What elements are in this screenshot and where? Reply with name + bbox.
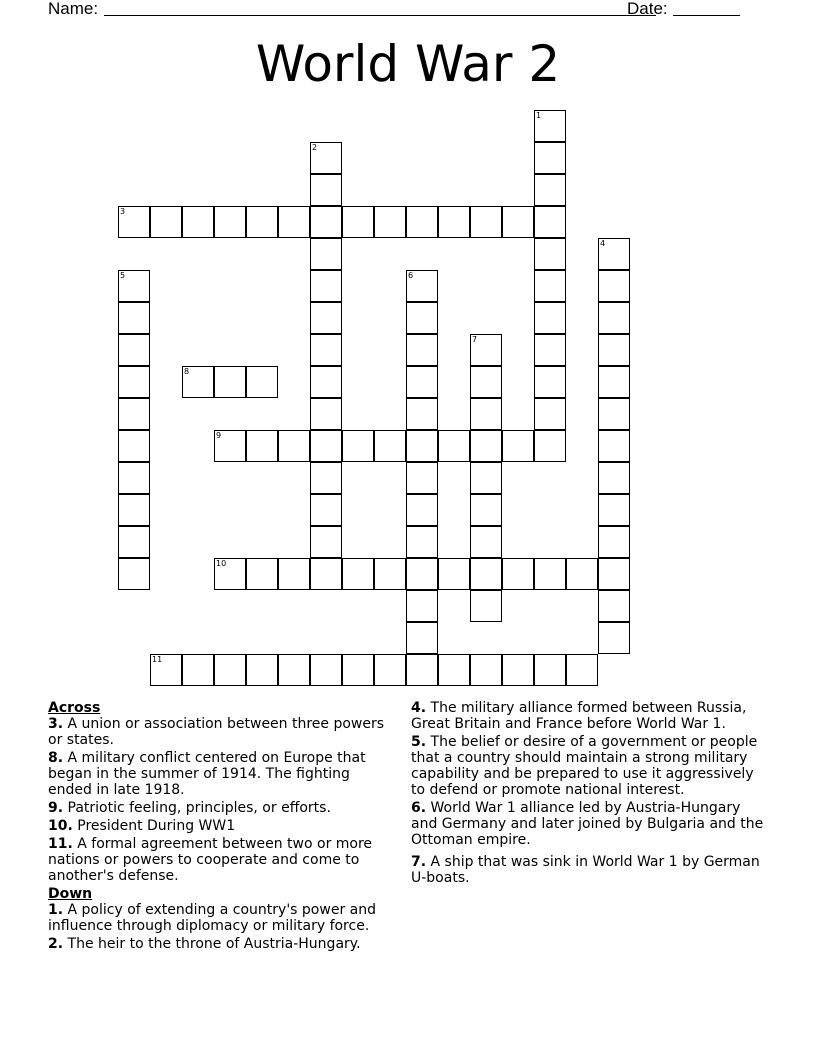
grid-cell[interactable] [534, 558, 566, 590]
grid-cell[interactable] [310, 270, 342, 302]
grid-cell[interactable] [598, 302, 630, 334]
grid-cell[interactable] [598, 334, 630, 366]
grid-cell[interactable] [246, 430, 278, 462]
grid-cell[interactable] [150, 654, 182, 686]
grid-cell[interactable] [342, 558, 374, 590]
clue-number: 4 [600, 239, 606, 248]
grid-cell[interactable] [534, 334, 566, 366]
clue-across-3 [48, 716, 396, 748]
grid-cell[interactable] [182, 206, 214, 238]
grid-cell[interactable] [406, 430, 438, 462]
grid-cell[interactable] [342, 430, 374, 462]
grid-cell[interactable] [118, 430, 150, 462]
clue-down-7 [411, 854, 771, 886]
grid-cell[interactable] [598, 622, 630, 654]
clue-number-label: 9. [48, 800, 64, 816]
grid-cell[interactable] [534, 110, 566, 142]
clue-across-11 [48, 836, 396, 884]
clue-down-4 [411, 700, 771, 732]
grid-cell[interactable] [310, 430, 342, 462]
clues-right-column [411, 700, 771, 888]
grid-cell[interactable] [406, 590, 438, 622]
grid-cell[interactable] [598, 238, 630, 270]
grid-cell[interactable] [566, 654, 598, 686]
clue-text: The heir to the throne of Austria-Hungary. [63, 936, 361, 952]
grid-cell[interactable] [214, 654, 246, 686]
grid-cell[interactable] [502, 558, 534, 590]
grid-cell[interactable] [534, 142, 566, 174]
clue-number: 9 [216, 431, 222, 440]
grid-cell[interactable] [310, 398, 342, 430]
clue-number-label: 3. [48, 716, 64, 732]
grid-cell[interactable] [310, 654, 342, 686]
clue-across-9 [48, 800, 396, 816]
grid-cell[interactable] [214, 206, 246, 238]
grid-cell[interactable] [598, 590, 630, 622]
grid-cell[interactable] [182, 654, 214, 686]
down-clue-list [48, 902, 396, 952]
clue-number: 10 [216, 559, 227, 568]
grid-cell[interactable] [310, 174, 342, 206]
clue-text: A union or association between three powers or states. [48, 716, 385, 748]
grid-cell[interactable] [470, 398, 502, 430]
grid-cell[interactable] [470, 590, 502, 622]
grid-cell[interactable] [214, 366, 246, 398]
clue-down-1 [48, 902, 396, 934]
grid-cell[interactable] [598, 366, 630, 398]
grid-cell[interactable] [566, 558, 598, 590]
grid-cell[interactable] [310, 462, 342, 494]
grid-cell[interactable] [406, 494, 438, 526]
grid-cell[interactable] [598, 558, 630, 590]
clue-text: The belief or desire of a government or people that a country should maintain a strong military capability and be prepared to use it aggressively to defend or promote national interest. [411, 734, 758, 798]
grid-cell[interactable] [342, 206, 374, 238]
grid-cell[interactable] [310, 558, 342, 590]
clue-number-label: 5. [411, 734, 427, 750]
grid-cell[interactable] [278, 430, 310, 462]
clue-number-label: 10. [48, 818, 73, 834]
grid-cell[interactable] [150, 206, 182, 238]
across-clue-list [48, 716, 396, 884]
clue-text: A military conflict centered on Europe that began in the summer of 1914. The fighting ended in late 1918. [48, 750, 366, 798]
grid-cell[interactable] [534, 302, 566, 334]
clue-number-label: 7. [411, 854, 427, 870]
grid-cell[interactable] [534, 398, 566, 430]
grid-cell[interactable] [470, 366, 502, 398]
clue-text: World War 1 alliance led by Austria-Hungary and Germany and later joined by Bulgaria and the Ottoman empire. [411, 800, 764, 848]
grid-cell[interactable] [118, 526, 150, 558]
clue-number: 5 [120, 271, 126, 280]
grid-cell[interactable] [310, 142, 342, 174]
clue-number-label: 2. [48, 936, 64, 952]
grid-cell[interactable] [470, 430, 502, 462]
grid-cell[interactable] [470, 494, 502, 526]
grid-cell[interactable] [406, 462, 438, 494]
grid-cell[interactable] [438, 206, 470, 238]
clue-text: President During WW1 [72, 818, 236, 834]
grid-cell[interactable] [246, 558, 278, 590]
grid-cell[interactable] [342, 654, 374, 686]
clue-text: The military alliance formed between Russia, Great Britain and France before World War 1. [411, 700, 747, 732]
grid-cell[interactable] [182, 366, 214, 398]
clue-number-label: 1. [48, 902, 64, 918]
grid-cell[interactable] [310, 494, 342, 526]
grid-cell[interactable] [310, 366, 342, 398]
grid-cell[interactable] [406, 366, 438, 398]
clue-number: 8 [184, 367, 190, 376]
grid-cell[interactable] [310, 206, 342, 238]
clue-number-label: 6. [411, 800, 427, 816]
grid-cell[interactable] [470, 334, 502, 366]
clue-down-5 [411, 734, 771, 798]
clue-number: 7 [472, 335, 478, 344]
grid-cell[interactable] [598, 430, 630, 462]
grid-cell[interactable] [310, 334, 342, 366]
grid-cell[interactable] [214, 558, 246, 590]
grid-cell[interactable] [598, 398, 630, 430]
grid-cell[interactable] [534, 366, 566, 398]
grid-cell[interactable] [502, 206, 534, 238]
down-heading: Down [48, 886, 93, 902]
clue-number: 11 [152, 655, 163, 664]
grid-cell[interactable] [534, 206, 566, 238]
grid-cell[interactable] [470, 558, 502, 590]
clue-text: Patriotic feeling, principles, or efforts. [63, 800, 331, 816]
grid-cell[interactable] [406, 526, 438, 558]
grid-cell[interactable] [118, 494, 150, 526]
down-clue-list-continued [411, 700, 771, 886]
grid-cell[interactable] [374, 654, 406, 686]
grid-cell[interactable] [406, 302, 438, 334]
grid-cell[interactable] [598, 270, 630, 302]
clue-number-label: 4. [411, 700, 427, 716]
grid-cell[interactable] [470, 654, 502, 686]
grid-cell[interactable] [438, 654, 470, 686]
grid-cell[interactable] [278, 558, 310, 590]
grid-cell[interactable] [598, 462, 630, 494]
grid-cell[interactable] [118, 398, 150, 430]
grid-cell[interactable] [118, 366, 150, 398]
clue-number: 6 [408, 271, 414, 280]
grid-cell[interactable] [438, 430, 470, 462]
grid-cell[interactable] [118, 558, 150, 590]
date-label: Date: [627, 0, 668, 18]
clue-number: 3 [120, 207, 126, 216]
grid-cell[interactable] [406, 270, 438, 302]
grid-cell[interactable] [406, 334, 438, 366]
grid-cell[interactable] [310, 302, 342, 334]
grid-cell[interactable] [118, 270, 150, 302]
grid-cell[interactable] [374, 558, 406, 590]
grid-cell[interactable] [534, 270, 566, 302]
grid-cell[interactable] [278, 654, 310, 686]
grid-cell[interactable] [246, 654, 278, 686]
clue-number: 1 [536, 111, 542, 120]
clue-across-8 [48, 750, 396, 798]
grid-cell[interactable] [406, 398, 438, 430]
clues-left-column [48, 700, 396, 954]
grid-cell[interactable] [502, 654, 534, 686]
grid-cell[interactable] [470, 206, 502, 238]
clue-down-2 [48, 936, 396, 952]
grid-cell[interactable] [406, 558, 438, 590]
grid-cell[interactable] [310, 526, 342, 558]
grid-cell[interactable] [310, 238, 342, 270]
grid-cell[interactable] [118, 334, 150, 366]
grid-cell[interactable] [502, 430, 534, 462]
grid-cell[interactable] [374, 430, 406, 462]
grid-cell[interactable] [406, 206, 438, 238]
grid-cell[interactable] [118, 206, 150, 238]
clue-number: 2 [312, 143, 318, 152]
grid-cell[interactable] [406, 654, 438, 686]
grid-cell[interactable] [534, 654, 566, 686]
clue-text: A formal agreement between two or more nations or powers to cooperate and come to another's defense. [48, 836, 373, 884]
clue-down-6 [411, 800, 771, 848]
grid-cell[interactable] [214, 430, 246, 462]
clue-number-label: 11. [48, 836, 73, 852]
grid-cell[interactable] [246, 366, 278, 398]
grid-cell[interactable] [470, 462, 502, 494]
grid-cell[interactable] [598, 494, 630, 526]
across-heading: Across [48, 700, 101, 716]
grid-cell[interactable] [278, 206, 310, 238]
grid-cell[interactable] [406, 622, 438, 654]
grid-cell[interactable] [438, 558, 470, 590]
puzzle-title: World War 2 [255, 35, 561, 93]
clue-text: A policy of extending a country's power and influence through diplomacy or military force. [48, 902, 376, 934]
grid-cell[interactable] [534, 174, 566, 206]
grid-cell[interactable] [118, 462, 150, 494]
grid-cell[interactable] [598, 526, 630, 558]
clue-text: A ship that was sink in World War 1 by German U-boats. [411, 854, 760, 886]
clue-number-label: 8. [48, 750, 64, 766]
grid-cell[interactable] [118, 302, 150, 334]
grid-cell[interactable] [374, 206, 406, 238]
clue-across-10 [48, 818, 396, 834]
name-label: Name: [48, 0, 99, 18]
grid-cell[interactable] [534, 238, 566, 270]
grid-cell[interactable] [534, 430, 566, 462]
grid-cell[interactable] [470, 526, 502, 558]
grid-cell[interactable] [246, 206, 278, 238]
